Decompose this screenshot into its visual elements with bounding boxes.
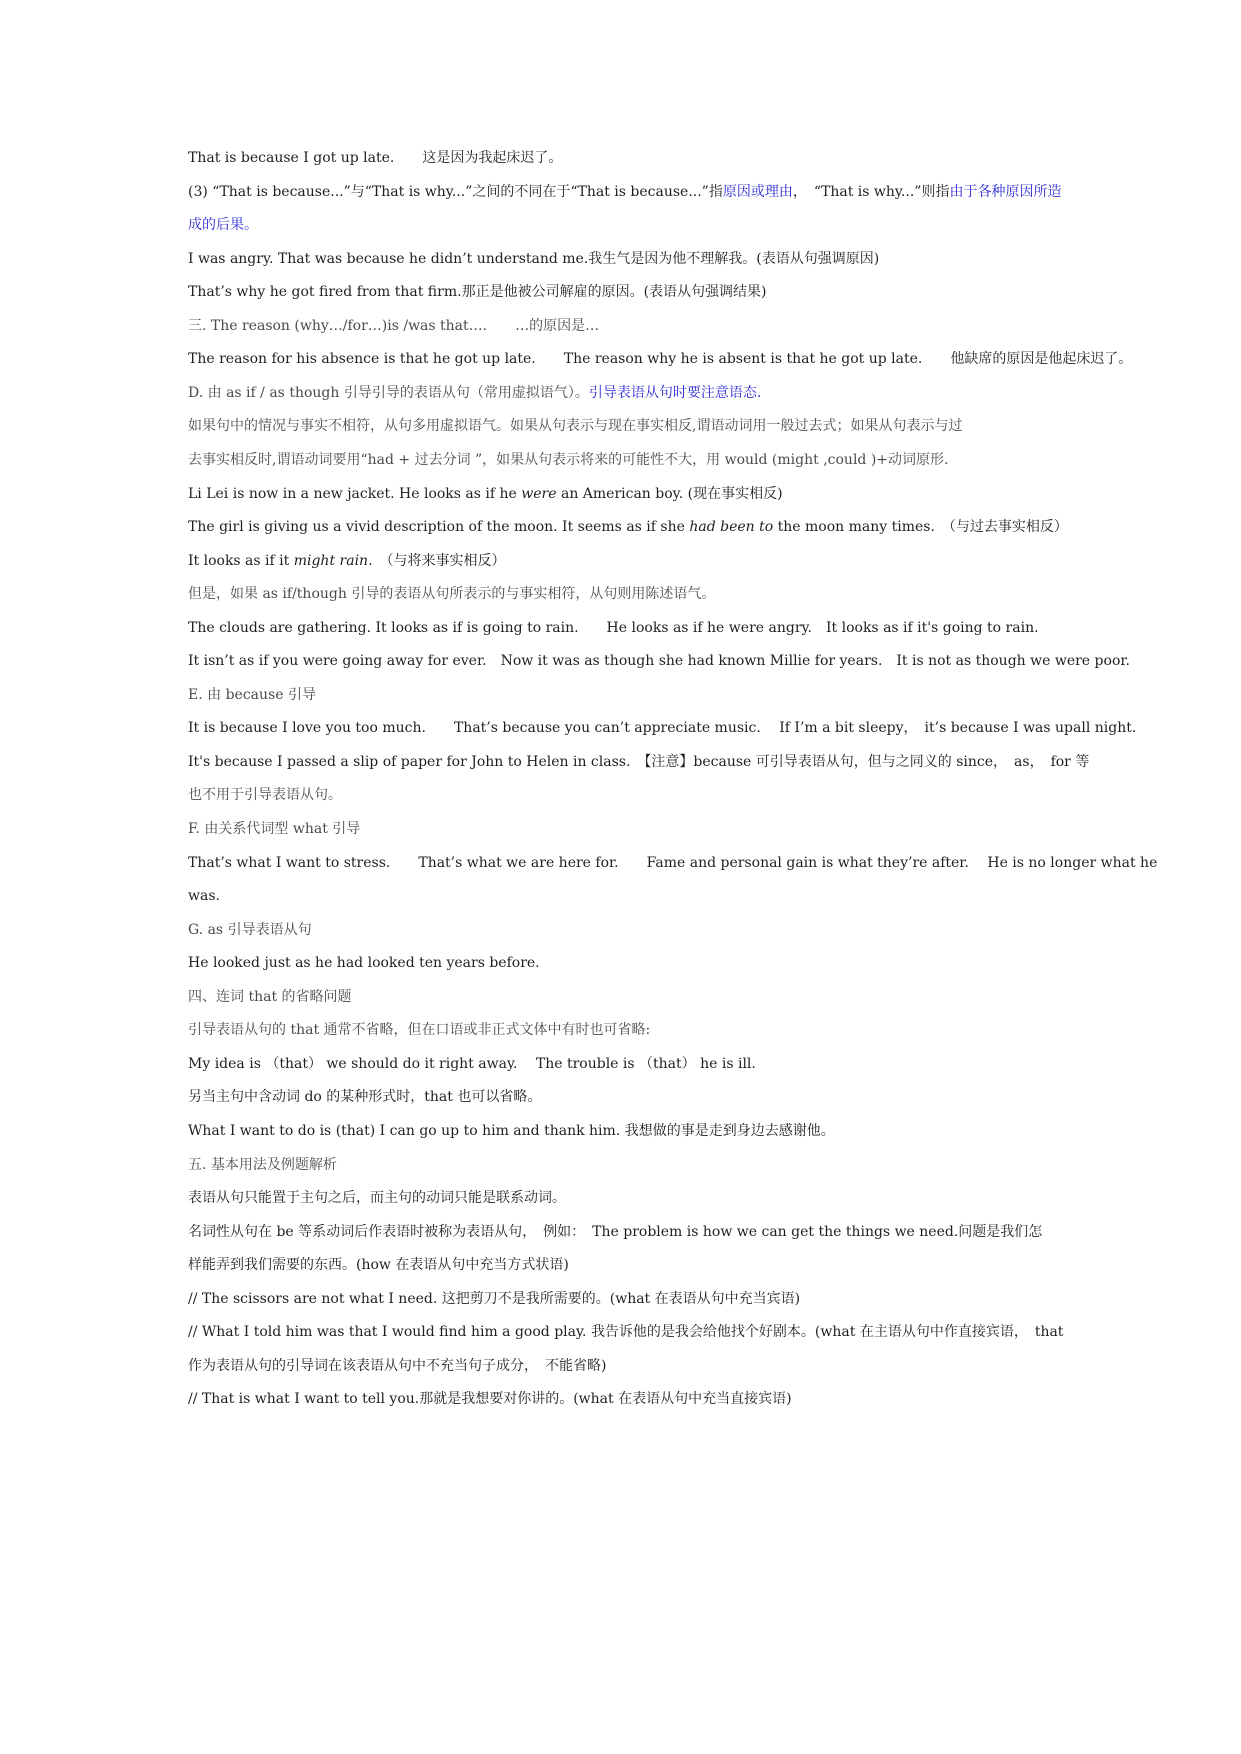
section-heading: 三. The reason (why…/for…)is /was that…. …的原因是… — [188, 318, 600, 334]
italic-verb: might rain — [293, 553, 369, 569]
text-span: Li Lei is now in a new jacket. He looks as if he — [188, 486, 522, 502]
text-line: It isn’t as if you were going away for ever. Now it was as though she had known Millie for years. It is not as though we were poor. — [188, 653, 1130, 669]
text-span: ， “That is why...”则指 — [792, 184, 950, 200]
text-line: That is because I got up late. 这是因为我起床迟了。 — [188, 150, 563, 166]
text-line: The reason for his absence is that he got up late. The reason why he is absent is that he got up late. 他缺席的原因是他起床迟了。 — [188, 351, 1133, 367]
text-span: The girl is giving us a vivid description of the moon. It seems as if she — [188, 519, 690, 535]
text-line: 引导表语从句的 that 通常不省略，但在口语或非正式文体中有时也可省略: — [188, 1022, 651, 1038]
text-span: (3) “That is because...”与“That is why...”之间的不同在于“That is because...”指 — [188, 184, 723, 200]
text-line: was. — [188, 888, 220, 904]
text-line: He looked just as he had looked ten years before. — [188, 955, 540, 971]
text-line: It is because I love you too much. That’s because you can’t appreciate music. If I’m a bit sleepy， it’s because I was upall night. — [188, 720, 1137, 736]
text-span: . （与将来事实相反） — [368, 553, 506, 569]
text-line: The clouds are gathering. It looks as if is going to rain. He looks as if he were angry. It looks as if it's going to rain. — [188, 620, 1039, 636]
text-line — [188, 551, 1058, 571]
italic-verb: had been to — [689, 519, 774, 535]
text-line: 作为表语从句的引导词在该表语从句中不充当句子成分， 不能省略) — [188, 1358, 607, 1374]
section-heading: 五. 基本用法及例题解析 — [188, 1157, 337, 1173]
text-span: D. 由 as if / as though 引导引导的表语从句（常用虚拟语气）。 — [188, 385, 589, 401]
text-line: 但是，如果 as if/though 引导的表语从句所表示的与事实相符，从句则用陈述语气。 — [188, 586, 716, 602]
text-line — [188, 182, 1062, 202]
text-line: 成的后果。 — [188, 217, 258, 233]
section-heading: E. 由 because 引导 — [188, 687, 316, 703]
text-line: It's because I passed a slip of paper for John to Helen in class. 【注意】because 可引导表语从句，但与之同义的 since， as， for 等 — [188, 754, 1090, 770]
text-span: It looks as if it — [188, 553, 294, 569]
highlight-note: 引导表语从句时要注意语态. — [588, 385, 762, 401]
section-heading: G. as 引导表语从句 — [188, 922, 312, 938]
section-heading: F. 由关系代词型 what 引导 — [188, 821, 361, 837]
text-line: 去事实相反时,谓语动词要用“had + 过去分词 ”，如果从句表示将来的可能性不大，用 would (might ,could )+动词原形. — [188, 452, 949, 468]
text-line: // What I told him was that I would find him a good play. 我告诉他的是我会给他找个好剧本。(what 在主语从句中作直接宾语， that — [188, 1324, 1064, 1340]
highlight-reason: 原因或理由 — [722, 184, 793, 200]
italic-verb: were — [521, 486, 557, 502]
text-line — [188, 484, 1058, 504]
text-line: 名词性从句在 be 等系动词后作表语时被称为表语从句， 例如： The problem is how we can get the things we need.问题是我们怎 — [188, 1224, 1043, 1240]
text-line: 样能弄到我们需要的东西。(how 在表语从句中充当方式状语) — [188, 1257, 569, 1273]
text-span: an American boy. (现在事实相反) — [556, 486, 783, 502]
text-line: My idea is （that） we should do it right away. The trouble is （that） he is ill. — [188, 1056, 756, 1072]
text-line: 也不用于引导表语从句。 — [188, 787, 342, 803]
text-line: // The scissors are not what I need. 这把剪刀不是我所需要的。(what 在表语从句中充当宾语) — [188, 1291, 801, 1307]
section-heading — [188, 383, 1058, 403]
text-line: What I want to do is (that) I can go up to him and thank him. 我想做的事是走到身边去感谢他。 — [188, 1123, 835, 1139]
text-line: // That is what I want to tell you.那就是我想要对你讲的。(what 在表语从句中充当直接宾语) — [188, 1391, 792, 1407]
text-line: I was angry. That was because he didn’t understand me.我生气是因为他不理解我。(表语从句强调原因) — [188, 251, 880, 267]
highlight-result: 由于各种原因所造 — [949, 184, 1062, 200]
text-line: 表语从句只能置于主句之后，而主句的动词只能是联系动词。 — [188, 1190, 566, 1206]
text-line — [188, 517, 1068, 537]
text-line: That’s what I want to stress. That’s what we are here for. Fame and personal gain is what they’re after. He is no longer what he — [188, 855, 1158, 871]
text-line: That’s why he got fired from that firm.那正是他被公司解雇的原因。(表语从句强调结果) — [188, 284, 767, 300]
text-line: 另当主句中含动词 do 的某种形式时，that 也可以省略。 — [188, 1089, 542, 1105]
text-line: 如果句中的情况与事实不相符，从句多用虚拟语气。如果从句表示与现在事实相反,谓语动词用一般过去式；如果从句表示与过 — [188, 418, 963, 434]
section-heading: 四、连词 that 的省略问题 — [188, 989, 352, 1005]
text-span: the moon many times. （与过去事实相反） — [773, 519, 1068, 535]
